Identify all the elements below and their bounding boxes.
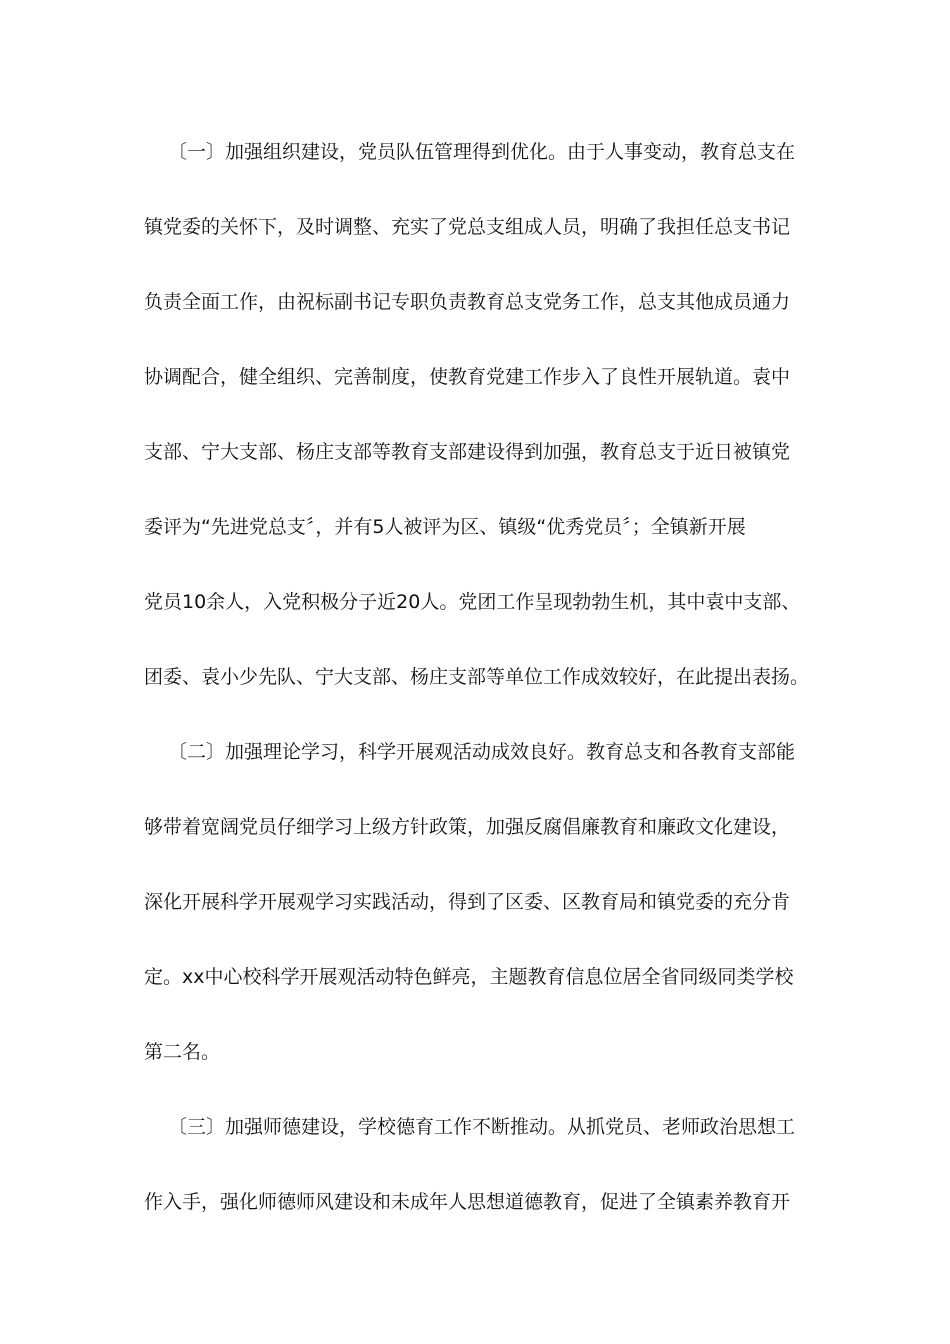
paragraph-line: 党员10余人，入党积极分子近20人。党团工作呈现勃勃生机，其中袁中支部、 [144, 591, 801, 613]
paragraph-line: 够带着宽阔党员仔细学习上级方针政策，加强反腐倡廉教育和廉政文化建设， [144, 816, 791, 838]
paragraph-line: 定。xx中心校科学开展观活动特色鲜亮，主题教育信息位居全省同级同类学校 [144, 966, 794, 988]
paragraph-line: 支部、宁大支部、杨庄支部等教育支部建设得到加强，教育总支于近日被镇党 [144, 441, 791, 463]
paragraph-line: 委评为“先进党总支〞，并有5人被评为区、镇级“优秀党员〞；全镇新开展 [144, 516, 746, 538]
paragraph-line: 作入手，强化师德师风建设和未成年人思想道德教育，促进了全镇素养教育开 [144, 1191, 791, 1213]
document-body [144, 133, 810, 1258]
paragraph-line: 〔二〕加强理论学习，科学开展观活动成效良好。教育总支和各教育支部能 [168, 741, 796, 763]
paragraph-2 [144, 733, 810, 1108]
paragraph-line: 协调配合，健全组织、完善制度，使教育党建工作步入了良性开展轨道。袁中 [144, 366, 791, 388]
paragraph-3 [144, 1108, 810, 1258]
paragraph-line: 〔三〕加强师德建设，学校德育工作不断推动。从抓党员、老师政治思想工 [168, 1116, 796, 1138]
paragraph-line: 深化开展科学开展观学习实践活动，得到了区委、区教育局和镇党委的充分肯 [144, 891, 791, 913]
paragraph-1 [144, 133, 810, 733]
paragraph-line: 〔一〕加强组织建设，党员队伍管理得到优化。由于人事变动，教育总支在 [168, 141, 796, 163]
paragraph-line: 团委、袁小少先队、宁大支部、杨庄支部等单位工作成效较好，在此提出表扬。 [144, 666, 810, 688]
paragraph-line: 第二名。 [144, 1041, 221, 1063]
paragraph-line: 负责全面工作，由祝标副书记专职负责教育总支党务工作，总支其他成员通力 [144, 291, 791, 313]
paragraph-line: 镇党委的关怀下，及时调整、充实了党总支组成人员，明确了我担任总支书记 [144, 216, 791, 238]
